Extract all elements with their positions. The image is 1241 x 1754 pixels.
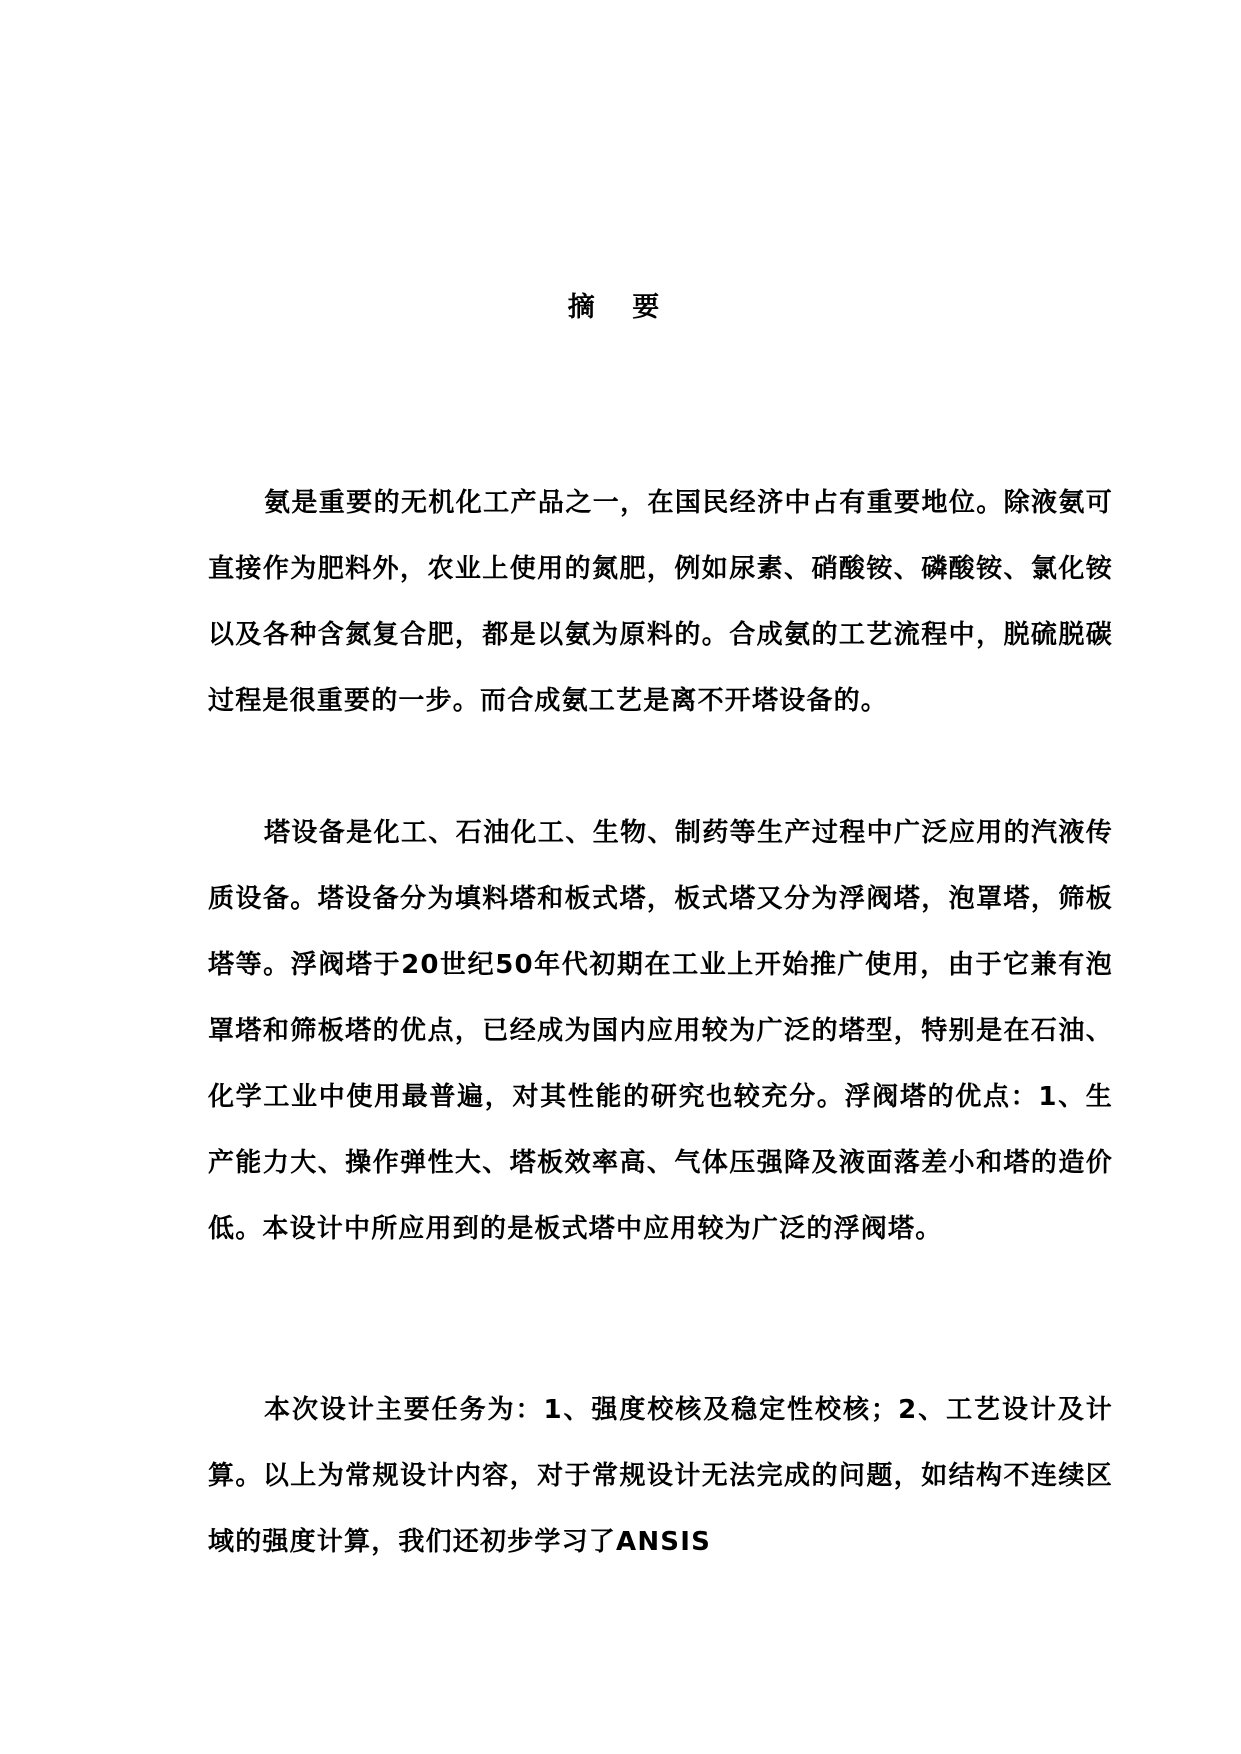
page-title: 摘 要 [567,292,674,323]
paragraph: 塔设备是化工、石油化工、生物、制药等生产过程中广泛应用的汽液传质设备。塔设备分为填料塔和板式塔，板式塔又分为浮阀塔，泡罩塔，筛板塔等。浮阀塔于20世纪50年代初期在工业上开始推广使用，由于它兼有泡罩塔和筛板塔的优点，已经成为国内应用较为广泛的塔型，特别是在石油、化学工业中使用最普遍，对其性能的研究也较充分。浮阀塔的优点：1、生产能力大、操作弹性大、塔板效率高、气体压强降及液面落差小和塔的造价低。本设计中所应用到的是板式塔中应用较为广泛的浮阀塔。 [208,818,1113,1244]
paragraph: 本次设计主要任务为：1、强度校核及稳定性校核；2、工艺设计及计算。以上为常规设计内容，对于常规设计无法完成的问题，如结构不连续区域的强度计算，我们还初步学习了ANSIS [208,1395,1113,1557]
paragraph: 氨是重要的无机化工产品之一，在国民经济中占有重要地位。除液氨可直接作为肥料外，农业上使用的氮肥，例如尿素、硝酸铵、磷酸铵、氯化铵以及各种含氮复合肥，都是以氨为原料的。合成氨的工艺流程中，脱硫脱碳过程是很重要的一步。而合成氨工艺是离不开塔设备的。 [208,488,1113,716]
